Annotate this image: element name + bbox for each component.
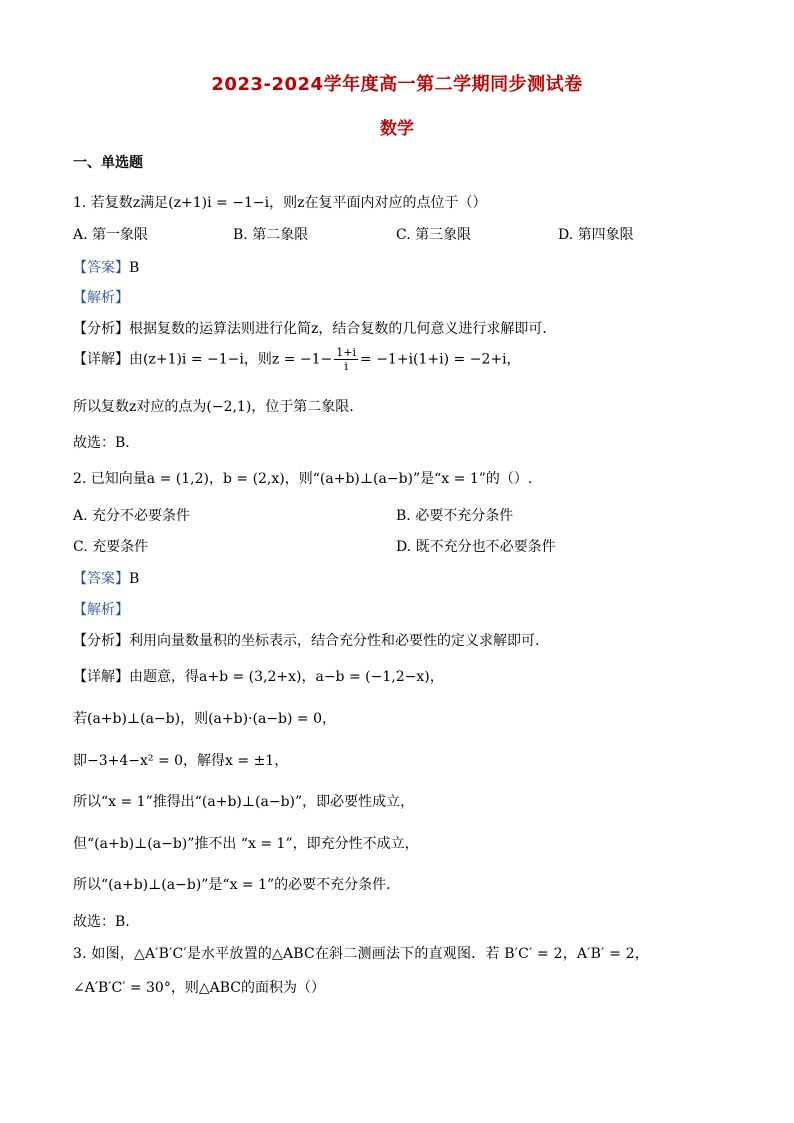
q2-option-c: C. 充要条件 (73, 539, 149, 555)
q1-conclusion: 故选：B. (73, 435, 130, 451)
q2-fenxi: 利用向量数量积的坐标表示，结合充分性和必要性的定义求解即可. (129, 633, 540, 649)
q2-conclusion: 故选：B. (73, 914, 130, 930)
q2-answer: B (129, 571, 140, 587)
fenxi-tag: 【分析】 (73, 633, 129, 649)
q2-line3: 所以“x = 1”推得出“(a+b)⊥(a−b)”，即必要性成立， (73, 794, 415, 810)
q1-stem: 1. 若复数z满足(z+1)i = −1−i，则z在复平面内对应的点位于（） (73, 195, 487, 211)
q2-detail: 由题意，得a+b = (3,2+x)，a−b = (−1,2−x)， (129, 669, 444, 685)
q2-answer-line (73, 568, 139, 588)
section-heading: 一、单选题 (73, 155, 143, 171)
q2-line4: 但“(a+b)⊥(a−b)”推不出 “x = 1”，即充分性不成立， (73, 836, 419, 852)
q1-detail-b: = −1+i(1+i) = −2+i， (360, 351, 521, 368)
q1-detail-line (73, 346, 521, 373)
q2-line2: 即−3+4−x² = 0，解得x = ±1， (73, 753, 289, 769)
q1-fraction-numerator: 1+i (336, 346, 357, 359)
q1-detail-a: 由(z+1)i = −1−i，则z = −1− (129, 351, 333, 368)
detail-tag: 【详解】 (73, 669, 129, 685)
q1-answer: B (129, 260, 140, 276)
q1-line2: 所以复数z对应的点为(−2,1)，位于第二象限. (73, 399, 354, 415)
answer-tag: 【答案】 (73, 571, 129, 587)
q1-fenxi: 根据复数的运算法则进行化简z，结合复数的几何意义进行求解即可． (129, 321, 557, 337)
answer-tag: 【答案】 (73, 260, 129, 276)
q2-stem: 2. 已知向量a = (1,2)，b = (2,x)，则“(a+b)⊥(a−b)”是“x = 1”的（）. (73, 471, 533, 487)
q2-detail-line (73, 666, 444, 686)
q1-option-d: D. 第四象限 (558, 227, 634, 243)
q2-option-d: D. 既不充分也不必要条件 (396, 539, 556, 555)
q2-line1: 若(a+b)⊥(a−b)，则(a+b)·(a−b) = 0， (73, 711, 337, 727)
q1-option-b: B. 第二象限 (233, 227, 309, 243)
q1-analysis-tag: 【解析】 (73, 290, 129, 306)
detail-tag: 【详解】 (73, 351, 129, 368)
subject-title: 数学 (380, 119, 414, 139)
q1-answer-line (73, 257, 139, 277)
q1-fraction (334, 346, 358, 373)
q1-fenxi-line (73, 318, 556, 338)
q1-option-c: C. 第三象限 (396, 227, 472, 243)
q2-line5: 所以“(a+b)⊥(a−b)”是“x = 1”的必要不充分条件. (73, 877, 391, 893)
q1-option-a: A. 第一象限 (73, 227, 149, 243)
fenxi-tag: 【分析】 (73, 321, 129, 337)
page-title: 2023-2024学年度高一第二学期同步测试卷 (211, 74, 583, 95)
q3-stem-line2: ∠A′B′C′ = 30°，则△ABC的面积为（） (73, 980, 325, 996)
q2-analysis-tag: 【解析】 (73, 602, 129, 618)
q1-fraction-denominator: i (344, 360, 348, 373)
q2-option-b: B. 必要不充分条件 (396, 508, 514, 524)
q2-option-a: A. 充分不必要条件 (73, 508, 191, 524)
q2-fenxi-line (73, 630, 539, 650)
q3-stem-line1: 3. 如图，△A′B′C′是水平放置的△ABC在斜二测画法下的直观图．若 B′C′ = 2，A′B′ = 2， (73, 946, 649, 962)
